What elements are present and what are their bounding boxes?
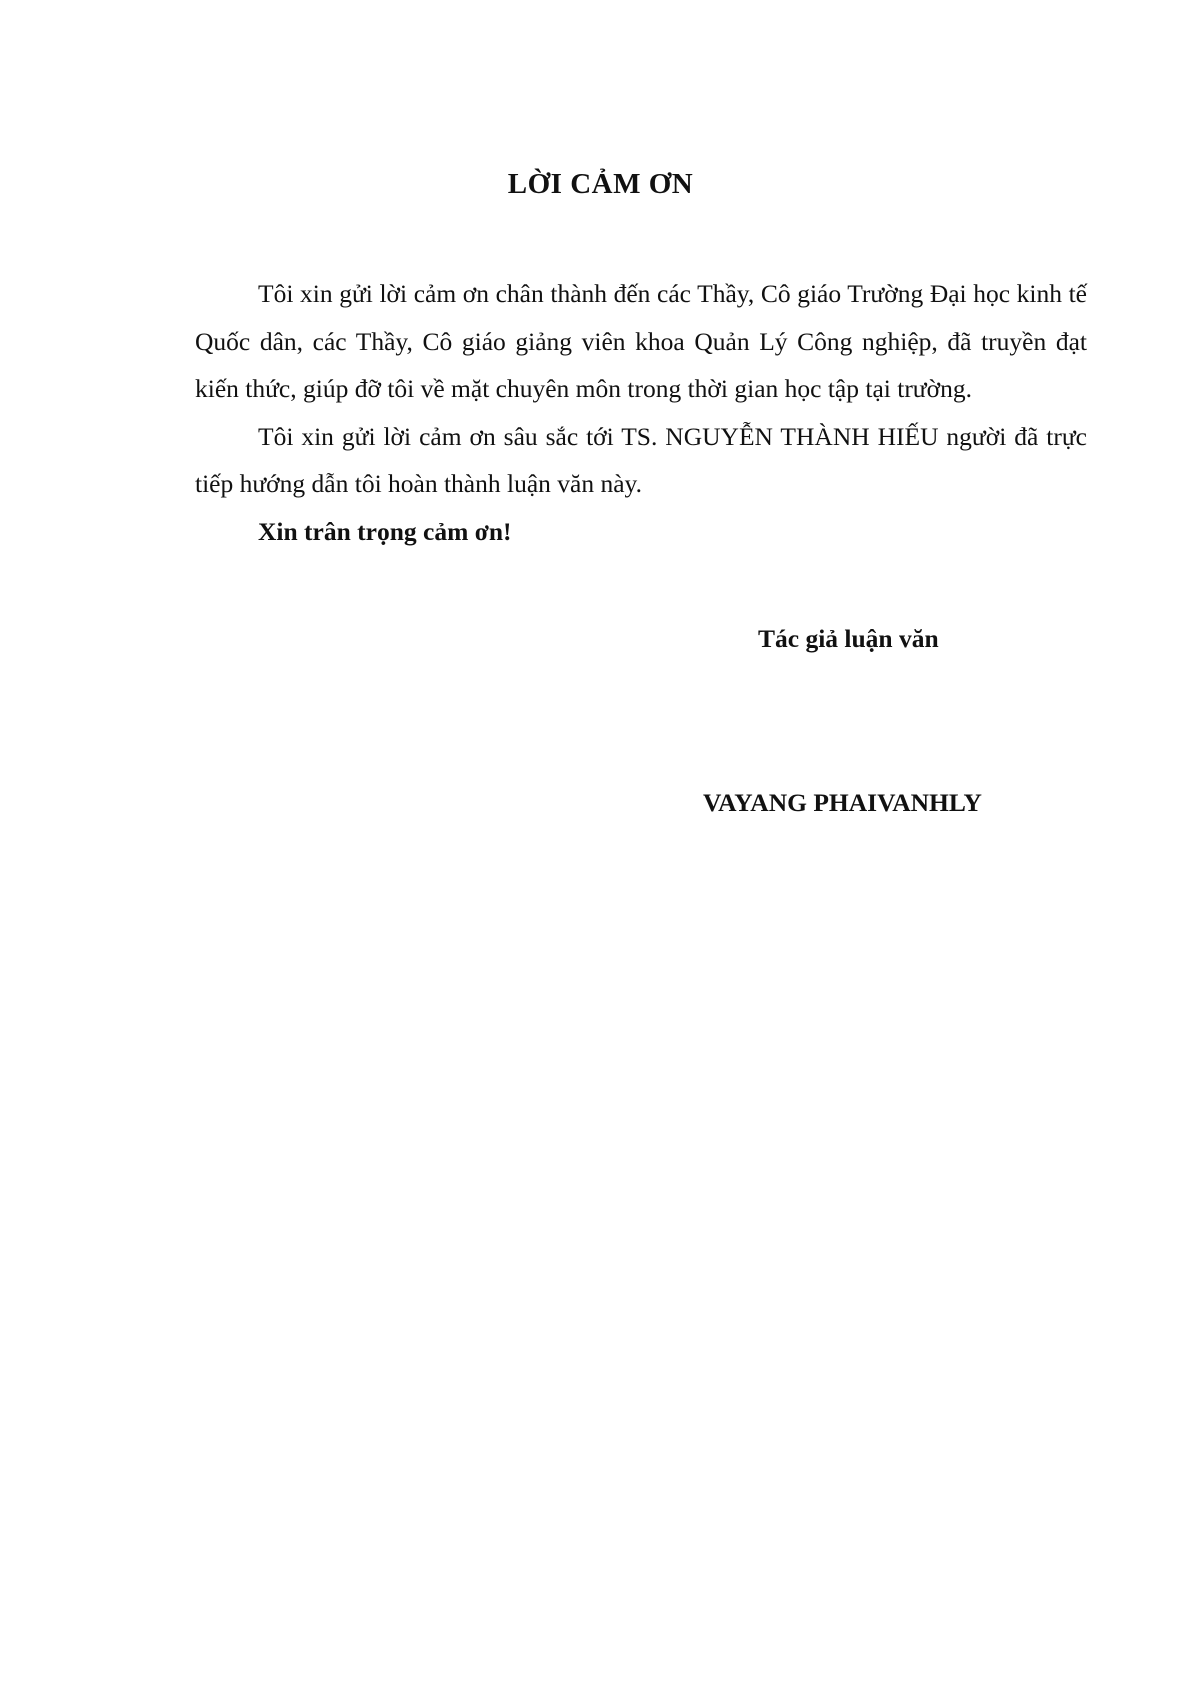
acknowledgement-body xyxy=(195,270,1087,555)
author-role: Tác giả luận văn xyxy=(758,624,939,653)
paragraph-thanks-supervisor: Tôi xin gửi lời cảm ơn sâu sắc tới TS. NGUYỄN THÀNH HIẾU người đã trực tiếp hướng dẫn tôi hoàn thành luận văn này. xyxy=(195,421,1087,498)
page-title: LỜI CẢM ƠN xyxy=(507,168,694,200)
author-name: VAYANG PHAIVANHLY xyxy=(703,788,982,817)
paragraph-thanks-faculty: Tôi xin gửi lời cảm ơn chân thành đến các Thầy, Cô giáo Trường Đại học kinh tế Quốc dân, các Thầy, Cô giáo giảng viên khoa Quản Lý Công nghiệp, đã truyền đạt kiến thức, giúp đỡ tôi về mặt chuyên môn trong thời gian học tập tại trường. xyxy=(195,279,1087,403)
closing-line: Xin trân trọng cảm ơn! xyxy=(258,516,512,546)
